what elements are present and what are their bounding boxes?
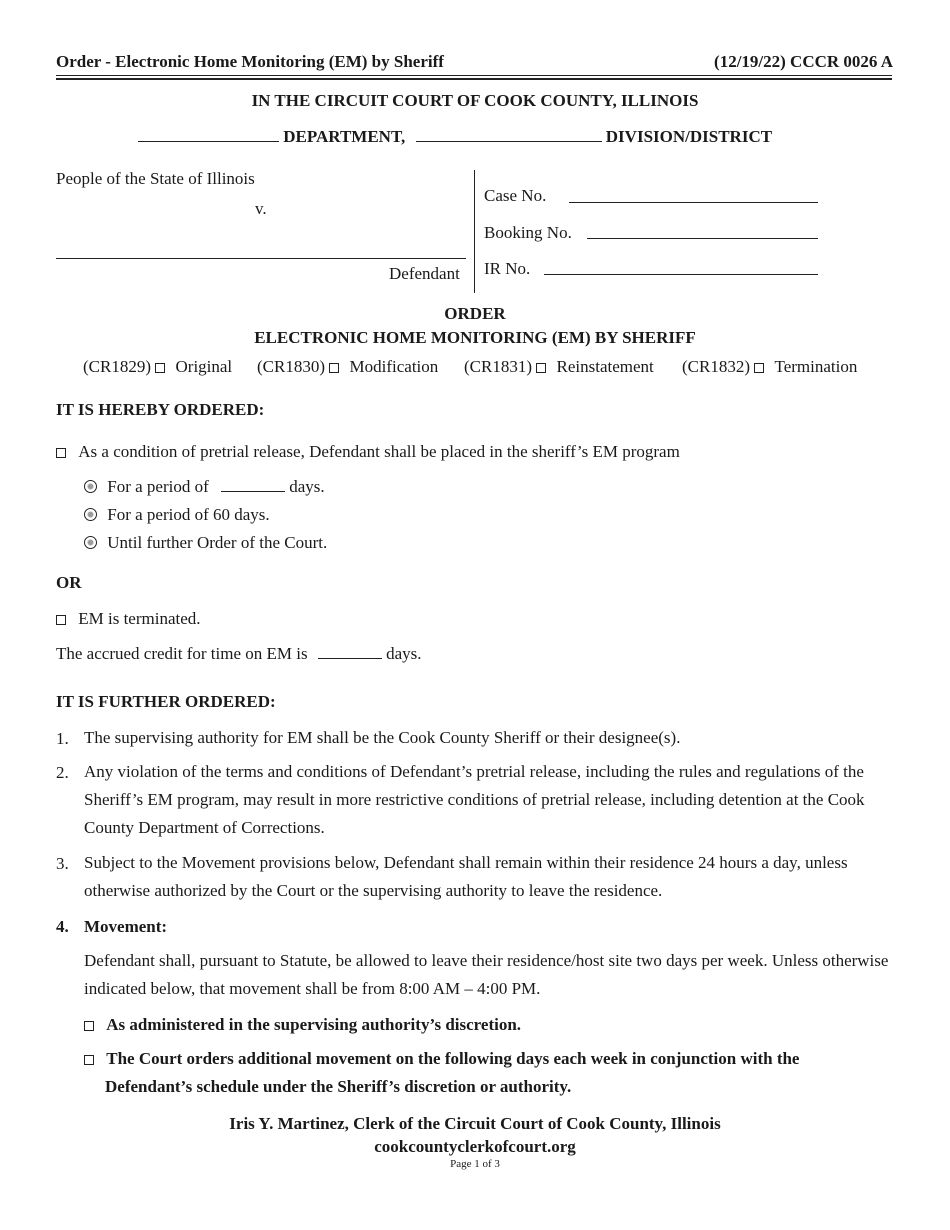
department-line: [138, 127, 772, 147]
caption-divider: [474, 170, 475, 293]
item-number: 3.: [56, 854, 69, 873]
accrued-credit-row: [56, 644, 422, 664]
plaintiff-name: People of the State of Illinois: [56, 169, 255, 188]
booking-no-label: Booking No.: [484, 223, 572, 242]
page-number: Page 1 of 3: [450, 1158, 500, 1170]
checkbox-modification[interactable]: [329, 363, 339, 373]
checkbox-original[interactable]: [155, 363, 165, 373]
order-type-label: Modification: [349, 357, 439, 376]
movement-option-discretion[interactable]: [84, 1015, 521, 1035]
header-rule-top: [56, 75, 892, 76]
accrued-days-blank[interactable]: [318, 658, 382, 659]
footer-clerk: Iris Y. Martinez, Clerk of the Circuit Court of Cook County, Illinois: [229, 1114, 721, 1133]
booking-no-field[interactable]: [587, 238, 818, 239]
order-type-termination[interactable]: [682, 357, 857, 377]
order-type-label: Original: [175, 357, 233, 376]
order-type-label: Termination: [774, 357, 858, 376]
period-option-days[interactable]: [84, 477, 325, 497]
department-label: DEPARTMENT,: [283, 127, 406, 146]
defendant-label: Defendant: [389, 264, 460, 283]
case-no-label: Case No.: [484, 186, 547, 205]
terminated-text: EM is terminated.: [78, 609, 201, 628]
order-type-label: Reinstatement: [556, 357, 654, 376]
period-option-60[interactable]: [84, 505, 270, 525]
period-further-text: Until further Order of the Court.: [107, 533, 328, 552]
defendant-name-line[interactable]: [56, 258, 466, 259]
period-suffix: days.: [289, 477, 325, 496]
item-number: 2.: [56, 763, 69, 782]
movement-opt1-text: As administered in the supervising authority’s discretion.: [106, 1015, 522, 1034]
radio-period-days[interactable]: [84, 480, 97, 493]
period-60-text: For a period of 60 days.: [107, 505, 270, 524]
court-title: IN THE CIRCUIT COURT OF COOK COUNTY, ILLINOIS: [251, 91, 699, 110]
item-text: Subject to the Movement provisions below, Defendant shall remain within their residence 24 hours a day, unless otherwise authorized by the Court or the supervising authority to leave the residence.: [84, 853, 848, 900]
radio-period-60[interactable]: [84, 508, 97, 521]
header-rule-bottom: [56, 78, 892, 80]
division-label: DIVISION/DISTRICT: [605, 127, 773, 146]
checkbox-terminated[interactable]: [56, 615, 66, 625]
further-heading: IT IS FURTHER ORDERED:: [56, 692, 276, 711]
case-no-field[interactable]: [569, 202, 818, 203]
period-prefix: For a period of: [107, 477, 209, 496]
accrued-suffix: days.: [386, 644, 422, 663]
movement-opt2-text-2: Defendant’s schedule under the Sheriff’s discretion or authority.: [105, 1077, 572, 1096]
item-text: Any violation of the terms and conditions of Defendant’s pretrial release, including the rules and regulations of the Sheriff’s EM program, may result in more restrictive conditions of pretrial release, including detention at the Cook County Department of Corrections.: [84, 762, 865, 837]
department-blank[interactable]: [138, 141, 279, 142]
order-type-code: (CR1830): [257, 357, 325, 376]
terminated-row[interactable]: [56, 609, 201, 629]
item-number: 4.: [56, 917, 69, 936]
condition-row[interactable]: [56, 442, 680, 462]
item-number: 1.: [56, 729, 69, 748]
form-code: (12/19/22) CCCR 0026 A: [714, 52, 893, 71]
order-type-code: (CR1831): [464, 357, 532, 376]
accrued-prefix: The accrued credit for time on EM is: [56, 644, 308, 663]
order-type-code: (CR1832): [682, 357, 750, 376]
division-blank[interactable]: [416, 141, 602, 142]
radio-period-further[interactable]: [84, 536, 97, 549]
ir-no-field[interactable]: [544, 274, 818, 275]
movement-text: Defendant shall, pursuant to Statute, be allowed to leave their residence/host site two days per week. Unless otherwise indicated below, that movement shall be from 8:00 AM – 4:00 PM.: [84, 951, 889, 998]
period-days-blank[interactable]: [221, 491, 285, 492]
checkbox-reinstatement[interactable]: [536, 363, 546, 373]
order-type-code: (CR1829): [83, 357, 151, 376]
item-text: The supervising authority for EM shall be the Cook County Sheriff or their designee(s).: [84, 728, 681, 747]
footer-website[interactable]: cookcountyclerkofcourt.org: [374, 1137, 576, 1156]
movement-option-additional[interactable]: [84, 1049, 799, 1069]
movement-opt2-text-1: The Court orders additional movement on the following days each week in conjunction with the: [106, 1049, 800, 1068]
condition-text: As a condition of pretrial release, Defendant shall be placed in the sheriff’s EM program: [78, 442, 680, 461]
ir-no-label: IR No.: [484, 259, 531, 278]
versus-label: v.: [255, 199, 267, 218]
order-type-modification[interactable]: [257, 357, 438, 377]
movement-heading: Movement:: [84, 917, 168, 936]
checkbox-termination[interactable]: [754, 363, 764, 373]
order-subtitle: ELECTRONIC HOME MONITORING (EM) BY SHERIFF: [254, 328, 696, 347]
or-label: OR: [56, 573, 82, 592]
order-title: ORDER: [444, 304, 506, 323]
form-title: Order - Electronic Home Monitoring (EM) by Sheriff: [56, 52, 444, 71]
order-type-reinstatement[interactable]: [464, 357, 654, 377]
checkbox-movement-discretion[interactable]: [84, 1021, 94, 1031]
hereby-heading: IT IS HEREBY ORDERED:: [56, 400, 265, 419]
checkbox-em-condition[interactable]: [56, 448, 66, 458]
checkbox-movement-additional[interactable]: [84, 1055, 94, 1065]
period-option-further[interactable]: [84, 533, 327, 553]
order-type-original[interactable]: [83, 357, 232, 377]
